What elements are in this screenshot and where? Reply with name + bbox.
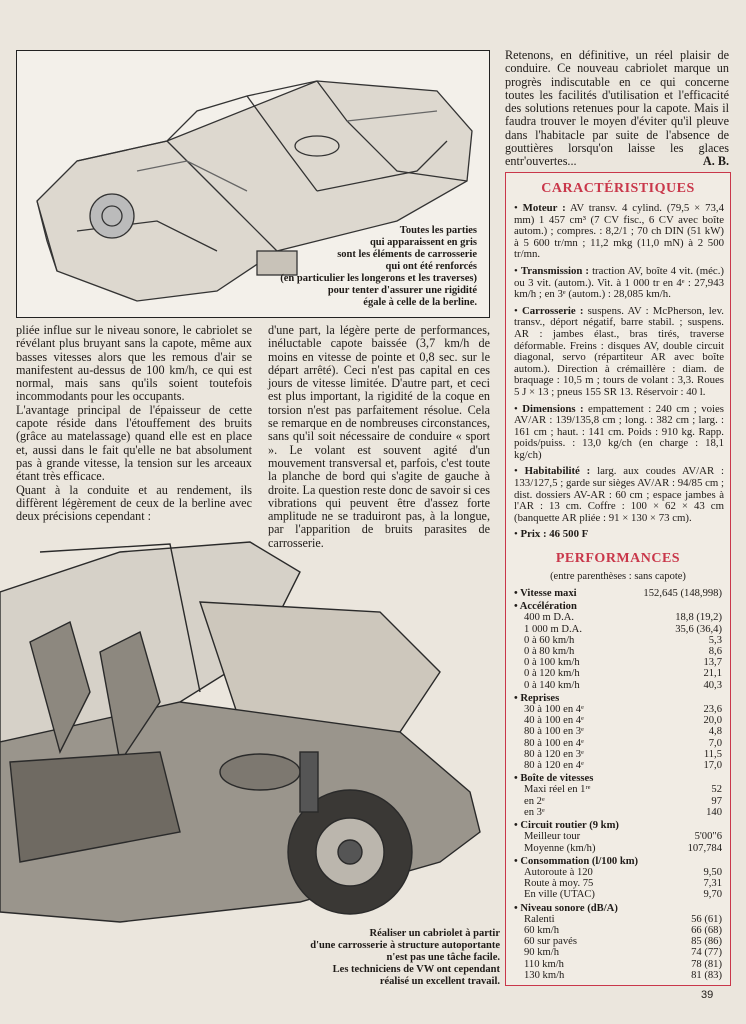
perf-row-label: En ville (UTAC): [524, 889, 595, 901]
perf-row-value: 9,50: [703, 866, 722, 878]
caption-line: qui apparaissent en gris: [369, 237, 477, 248]
perf-row-label: 0 à 60 km/h: [524, 634, 575, 646]
perf-row-label: Moyenne (km/h): [524, 842, 596, 854]
perf-row: [514, 738, 722, 749]
perf-row-value: 5'00"6: [694, 831, 722, 843]
perf-row-label: Route à moy. 75: [524, 878, 594, 890]
spec-item: • Moteur : AV transv. 4 cylind. (79,5 × 73,4 mm) 1 457 cm³ (7 CV fisc., 6 CV avec boîte autom.) ; compres. : 8,2/1 ; 70 ch DIN (51 kW) à 5 600 tr/mn ; 11,2 mkg (11,0 mN) à 2 500 tr/mn.: [514, 202, 724, 261]
spec-item: • Transmission : traction AV, boîte 4 vit. (méc.) ou 3 vit. (autom.). Vit. à 1 000 tr en 4ᵉ : 27,943 km/h ; en 3ᵉ (autom.) : 28,085 km/h.: [514, 264, 725, 301]
paragraph: L'avantage principal de l'épaisseur de cette capote réside dans l'étouffement des bruits (grâce au matelassage) quand elle est en place et, aussi dans le fait qu'elle ne bat absolument pas à grande vitesse, la tension sur les arceaux étant très efficace.: [16, 402, 252, 484]
perf-row-label: 0 à 80 km/h: [524, 646, 575, 658]
perf-row-label: 30 à 100 en 4ᵉ: [524, 704, 584, 716]
paragraph: d'une part, la légère perte de performances, inéluctable capote baissée (3,7 km/h de moins en vitesse de pointe et 0,8 sec. sur le départ arrêté). Ceci n'est pas capital en ces jours de vitesse limitée. D'autre part, et ceci est plus important, la rigidité de la coque en torsion n'est pas parfaitement résolue. Cela se remarque en de nombreuses circonstances, sans qu'il soit nécessaire de conduire « sport ». Le volant est souvent agité d'un mouvement transversal et, parfois, c'est toute la planche de bord qui s'agite de gauche à droite. La question reste donc de savoir si ces vibrations qui peuvent être d'assez forte amplitude ne se traduiront pas, à la longue, par l'apparition de bruits parasites de carrosserie.: [268, 323, 490, 550]
perf-row: [514, 646, 722, 657]
caption-line: Les techniciens de VW ont cependant: [332, 964, 500, 975]
perf-row-value: 5,3: [708, 634, 722, 646]
caption-line: sont les éléments de carrosserie: [337, 249, 477, 260]
perf-group-heading: • Boîte de vitesses: [514, 773, 594, 785]
perf-row-label: 0 à 140 km/h: [524, 679, 580, 691]
perf-row: [514, 843, 722, 854]
perf-row: [514, 925, 722, 936]
perf-row-value: 40,3: [703, 679, 722, 691]
conclusion-text: [505, 49, 729, 169]
perf-row: [514, 680, 722, 691]
perf-row-value: 140: [706, 806, 722, 818]
spec-item: • Carrosserie : suspens. AV : McPherson, lev. transv., déport négatif, barre stabil. ; suspens. AR : jambes élast., bras tirés, traverse déformable. Freins : disques AV, double circuit diagonal, servo (répartiteur AR avec boîte autom.). Direction à crémaillère : diam. de braquage : 10,5 m ; tours de volant : 3,3. Roues 5 J × 13 ; pneus 155 SR 13. Réservoir : 40 l.: [514, 304, 724, 398]
perf-row-value: 78 (81): [691, 958, 722, 970]
caption-line: qui ont été renforcés: [385, 261, 477, 272]
perf-row-label: Maxi réel en 1ʳᵉ: [524, 784, 591, 796]
conclusion-paragraph: Retenons, en définitive, un réel plaisir de conduire. Ce nouveau cabriolet marque un progrès indiscutable en ce qui concerne toutes les facilités d'utilisation et l'efficacité des solutions retenues pour la capote. Mais il faudra trouver le moyen d'éviter qu'il pleuve dans l'habitacle par suite de l'absence de gouttières lorsqu'on laisse les glaces entr'ouvertes...: [505, 48, 729, 169]
perf-row: [514, 715, 722, 726]
perf-row-label: 400 m D.A.: [524, 612, 575, 624]
page-number: 39: [701, 989, 714, 1001]
perf-row-value: 18,8 (19,2): [675, 612, 722, 624]
perf-row-label: 130 km/h: [524, 969, 565, 981]
caption-line: n'est pas une tâche facile.: [386, 952, 500, 963]
performances-title: PERFORMANCES: [555, 551, 681, 567]
perf-row-value: 4,8: [708, 726, 722, 738]
performances-table: [514, 588, 722, 981]
perf-row-label: 80 à 120 en 4ᵉ: [524, 760, 584, 772]
perf-row-value: 17,0: [703, 760, 722, 772]
perf-row: [514, 749, 722, 760]
perf-row-value: 35,6 (36,4): [675, 623, 722, 635]
perf-row-label: 1 000 m D.A.: [524, 623, 582, 635]
caption-line: (en particulier les longerons et les traverses): [280, 273, 477, 284]
perf-row: [514, 831, 722, 842]
caption-line: Toutes les parties: [399, 225, 477, 236]
performances-subtitle: (entre parenthèses : sans capote): [550, 571, 686, 583]
perf-row-label: Ralenti: [524, 913, 555, 925]
perf-row: [514, 657, 722, 668]
figure1-caption: [247, 225, 477, 309]
perf-row-value: 20,0: [703, 715, 722, 727]
body-shell-figure: [16, 50, 490, 318]
perf-row: [514, 635, 722, 646]
perf-row: [514, 914, 722, 925]
perf-row-vmax: • Vitesse maxi 152,645 (148,998): [514, 588, 722, 600]
caption-line: égale à celle de la berline.: [363, 297, 477, 308]
perf-row-label: Meilleur tour: [524, 831, 581, 843]
article-column-middle: [268, 324, 490, 550]
perf-group-heading: • Consommation (l/100 km): [514, 855, 639, 867]
article-column-left: [16, 324, 252, 523]
perf-group-heading: • Circuit routier (9 km): [514, 820, 619, 832]
perf-row-value: 7,31: [703, 878, 722, 890]
perf-row-value: 8,6: [708, 646, 722, 658]
spec-item: • Habitabilité : larg. aux coudes AV/AR : 133/127,5 ; garde sur sièges AV/AR : 94/85 cm ; dist. dossiers AV-AR : 60 cm ; espace jambes à l'AR : 13 cm. Coffre : 100 × 62 × 43 cm (banquette AR pliée : 91 × 130 × 73 cm).: [514, 465, 725, 524]
cabriolet-illustration: [0, 532, 505, 992]
author-signature: A. B.: [702, 154, 729, 169]
perf-row: [514, 704, 722, 715]
perf-row-value: 9,70: [703, 889, 722, 901]
figure2-caption: [290, 928, 500, 988]
perf-row: [514, 889, 722, 900]
paragraph: pliée influe sur le niveau sonore, le cabriolet se révélant plus bruyant sans la capote, même aux basses vitesses alors que les remous d'air se manifestent au-dessus de 100 km/h, ce qui est normal, mais sans qu'ils soient toutefois incommodants pour les occupants.: [16, 323, 252, 404]
perf-row: [514, 936, 722, 947]
perf-row-label: 80 à 100 en 3ᵉ: [524, 726, 584, 738]
perf-group-heading: • Reprises: [514, 692, 560, 704]
perf-row-label: 40 à 100 en 4ᵉ: [524, 715, 584, 727]
perf-row: [514, 959, 722, 970]
perf-row: [514, 612, 722, 623]
perf-row-value: 97: [711, 795, 722, 807]
caption-line: Réaliser un cabriolet à partir: [369, 928, 500, 939]
perf-row-label: 60 sur pavés: [524, 936, 577, 948]
perf-row: [514, 760, 722, 771]
perf-row-label: 0 à 120 km/h: [524, 668, 580, 680]
caption-line: pour tenter d'assurer une rigidité: [327, 285, 477, 296]
perf-row: [514, 668, 722, 679]
perf-row-value: 7,0: [708, 737, 722, 749]
perf-row-value: 81 (83): [691, 969, 722, 981]
perf-row-value: 52: [711, 784, 722, 796]
perf-row-value: 74 (77): [691, 947, 722, 959]
perf-row-label: 60 km/h: [524, 924, 560, 936]
spec-item: • Dimensions : empattement : 240 cm ; voies AV/AR : 139/135,8 cm ; long. : 382 cm ; larg. : 161 cm ; haut. : 141 cm. Poids : 910 kg. Rapp. poids/puiss. : 13,0 kg/ch (en charge : 18,1 kg/ch): [514, 402, 725, 461]
perf-group-heading: • Niveau sonore (dB/A): [514, 902, 618, 914]
spec-item-price: • Prix : 46 500 F: [514, 528, 589, 541]
perf-row-label: 0 à 100 km/h: [524, 657, 580, 669]
perf-row-value: 66 (68): [691, 924, 722, 936]
perf-row-label: 110 km/h: [524, 958, 564, 970]
perf-row-value: 85 (86): [691, 936, 722, 948]
perf-row: [514, 970, 722, 981]
perf-row: [514, 867, 722, 878]
perf-row-label: en 3ᵉ: [524, 806, 545, 818]
perf-row: [514, 878, 722, 889]
perf-row-label: Autoroute à 120: [524, 866, 593, 878]
perf-row-value: 13,7: [703, 657, 722, 669]
cabriolet-cutaway-figure: [0, 532, 505, 992]
perf-row: [514, 726, 722, 737]
perf-row: [514, 947, 722, 958]
specs-title: CARACTÉRISTIQUES: [541, 181, 695, 196]
perf-row-value: 56 (61): [691, 913, 722, 925]
perf-row-value: 107,784: [687, 842, 722, 854]
perf-row-label: 80 à 120 en 3ᵉ: [524, 748, 584, 760]
caption-line: réalisé un excellent travail.: [379, 976, 500, 987]
perf-row-label: 80 à 100 en 4ᵉ: [524, 737, 584, 749]
perf-row: [514, 784, 722, 795]
caption-line: d'une carrosserie à structure autoportante: [310, 940, 500, 951]
perf-row-value: 21,1: [703, 668, 722, 680]
perf-row: [514, 796, 722, 807]
perf-row-value: 23,6: [703, 704, 722, 716]
perf-row: [514, 624, 722, 635]
perf-row-value: 11,5: [703, 748, 722, 760]
perf-row-label: en 2ᵉ: [524, 795, 545, 807]
perf-row: [514, 807, 722, 818]
paragraph: Quant à la conduite et au rendement, ils diffèrent légèrement de ceux de la berline avec deux précisions cependant :: [16, 482, 252, 524]
specs-box: [505, 172, 731, 986]
perf-row-label: 90 km/h: [524, 947, 560, 959]
perf-group-heading: • Accélération: [514, 601, 577, 613]
